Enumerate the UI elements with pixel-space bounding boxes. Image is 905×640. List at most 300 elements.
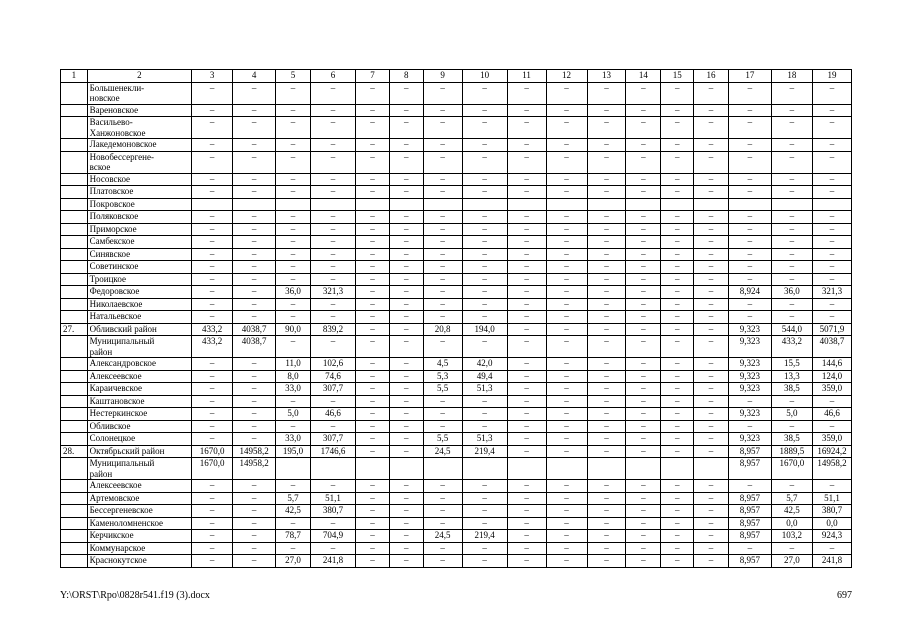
data-cell: – [389, 261, 423, 274]
data-cell: 241,8 [812, 555, 851, 568]
data-cell: – [546, 555, 587, 568]
row-number [61, 311, 88, 324]
data-cell: – [587, 261, 626, 274]
data-cell: – [233, 505, 276, 518]
data-cell: – [626, 445, 661, 458]
data-cell: – [694, 542, 729, 555]
row-number: 27. [61, 323, 88, 336]
data-cell: – [192, 358, 233, 371]
data-cell: – [389, 117, 423, 139]
data-cell: 33,0 [276, 383, 311, 396]
data-cell: – [661, 480, 694, 493]
table-row [61, 445, 852, 458]
data-cell: – [356, 420, 390, 433]
data-cell: – [771, 273, 812, 286]
data-cell: – [192, 555, 233, 568]
data-cell: – [546, 420, 587, 433]
data-cell: – [462, 480, 507, 493]
data-cell: – [661, 530, 694, 543]
data-cell: – [233, 542, 276, 555]
data-cell: – [462, 555, 507, 568]
data-cell: – [233, 104, 276, 117]
row-number [61, 186, 88, 199]
data-cell: – [694, 311, 729, 324]
column-header: 10 [462, 70, 507, 83]
data-cell: – [587, 104, 626, 117]
data-cell: – [626, 408, 661, 421]
data-cell: – [389, 395, 423, 408]
data-cell: – [546, 173, 587, 186]
row-number [61, 173, 88, 186]
data-cell: – [192, 420, 233, 433]
data-cell: 5,0 [276, 408, 311, 421]
row-label: Нестеркинское [87, 408, 192, 421]
column-header: 16 [694, 70, 729, 83]
data-cell: – [507, 383, 546, 396]
data-cell: 46,6 [310, 408, 355, 421]
row-number [61, 151, 88, 173]
data-cell: – [423, 336, 462, 358]
data-cell: – [310, 104, 355, 117]
data-cell: – [546, 236, 587, 249]
column-header: 11 [507, 70, 546, 83]
data-cell: – [546, 370, 587, 383]
data-cell: – [661, 311, 694, 324]
data-cell: – [771, 236, 812, 249]
data-cell: – [661, 173, 694, 186]
data-cell: – [587, 370, 626, 383]
data-cell: – [661, 273, 694, 286]
table-row [61, 151, 852, 173]
table-row [61, 104, 852, 117]
data-cell: – [192, 139, 233, 152]
data-cell: – [423, 555, 462, 568]
data-cell: – [192, 433, 233, 446]
data-cell: – [661, 323, 694, 336]
data-cell [310, 198, 355, 211]
data-cell: 9,323 [728, 383, 771, 396]
data-cell: – [661, 236, 694, 249]
data-cell: – [546, 445, 587, 458]
data-cell: – [626, 311, 661, 324]
data-cell [192, 198, 233, 211]
data-cell: – [192, 383, 233, 396]
data-cell: – [276, 117, 311, 139]
row-label: Каштановское [87, 395, 192, 408]
data-cell: 219,4 [462, 445, 507, 458]
data-cell: – [771, 248, 812, 261]
data-cell: – [356, 151, 390, 173]
data-cell: – [389, 542, 423, 555]
data-cell: – [462, 298, 507, 311]
data-cell: – [771, 186, 812, 199]
data-cell: – [507, 248, 546, 261]
data-cell [507, 458, 546, 480]
data-cell: – [389, 383, 423, 396]
data-cell: – [694, 492, 729, 505]
row-label: Платовское [87, 186, 192, 199]
data-cell: – [423, 186, 462, 199]
data-cell: – [356, 445, 390, 458]
data-cell: – [507, 517, 546, 530]
data-cell: – [276, 186, 311, 199]
data-cell [694, 458, 729, 480]
data-cell: – [728, 173, 771, 186]
column-header: 6 [310, 70, 355, 83]
data-cell: – [423, 236, 462, 249]
data-cell: – [728, 395, 771, 408]
row-number [61, 408, 88, 421]
row-label: Муниципальный район [87, 458, 192, 480]
data-cell: – [587, 492, 626, 505]
table-row [61, 311, 852, 324]
row-number [61, 517, 88, 530]
data-cell: – [233, 420, 276, 433]
column-header: 15 [661, 70, 694, 83]
data-cell: 49,4 [462, 370, 507, 383]
data-cell: – [694, 383, 729, 396]
row-number [61, 139, 88, 152]
column-header: 7 [356, 70, 390, 83]
data-cell: – [626, 298, 661, 311]
row-label: Лакедемоновское [87, 139, 192, 152]
data-cell: – [233, 261, 276, 274]
row-label: Большенекли- новское [87, 82, 192, 104]
data-cell [587, 458, 626, 480]
row-label: Муниципальный район [87, 336, 192, 358]
data-cell: 4038,7 [233, 336, 276, 358]
data-cell: – [626, 480, 661, 493]
data-cell: – [233, 517, 276, 530]
data-cell: – [389, 186, 423, 199]
data-cell: – [694, 117, 729, 139]
data-cell: – [694, 323, 729, 336]
data-cell: – [587, 336, 626, 358]
data-cell: – [507, 186, 546, 199]
data-cell: – [276, 298, 311, 311]
row-number [61, 370, 88, 383]
data-cell: 103,2 [771, 530, 812, 543]
data-cell: – [356, 223, 390, 236]
data-cell: 924,3 [812, 530, 851, 543]
data-cell: – [356, 433, 390, 446]
data-cell: 1670,0 [771, 458, 812, 480]
data-cell: – [812, 395, 851, 408]
data-cell: – [771, 104, 812, 117]
row-number [61, 458, 88, 480]
footer-page-number: 697 [837, 590, 852, 601]
data-cell: – [812, 223, 851, 236]
data-cell [389, 198, 423, 211]
row-label: Новобессергене- вское [87, 151, 192, 173]
data-cell: 5,7 [276, 492, 311, 505]
row-label: Солонецкое [87, 433, 192, 446]
data-cell: 144,6 [812, 358, 851, 371]
data-cell: – [310, 298, 355, 311]
data-cell: – [192, 542, 233, 555]
data-cell: – [771, 151, 812, 173]
data-cell: – [661, 82, 694, 104]
data-cell: 4038,7 [233, 323, 276, 336]
data-cell: – [423, 517, 462, 530]
data-cell: – [694, 223, 729, 236]
data-cell: 9,323 [728, 408, 771, 421]
table-row [61, 211, 852, 224]
data-cell: – [546, 408, 587, 421]
data-cell: – [310, 480, 355, 493]
data-cell: – [356, 236, 390, 249]
data-cell: – [626, 358, 661, 371]
data-cell: – [310, 139, 355, 152]
data-cell: – [310, 82, 355, 104]
data-cell: – [626, 211, 661, 224]
data-cell: – [694, 186, 729, 199]
data-cell: – [389, 358, 423, 371]
data-cell: – [694, 408, 729, 421]
data-cell: – [626, 117, 661, 139]
data-cell: – [423, 408, 462, 421]
data-cell: 124,0 [812, 370, 851, 383]
data-cell: – [310, 173, 355, 186]
data-cell: 14958,2 [233, 458, 276, 480]
data-cell [423, 458, 462, 480]
data-cell: 433,2 [192, 323, 233, 336]
data-cell: – [728, 311, 771, 324]
row-number [61, 198, 88, 211]
row-number [61, 82, 88, 104]
data-cell: – [233, 211, 276, 224]
data-cell: – [356, 261, 390, 274]
data-cell: 27,0 [771, 555, 812, 568]
data-cell: 51,3 [462, 433, 507, 446]
data-cell [771, 198, 812, 211]
data-cell: 51,3 [462, 383, 507, 396]
data-cell: – [192, 530, 233, 543]
data-cell: 13,3 [771, 370, 812, 383]
row-label: Покровское [87, 198, 192, 211]
row-label: Керчикское [87, 530, 192, 543]
data-cell: – [626, 186, 661, 199]
data-cell: – [546, 117, 587, 139]
data-cell: 14958,2 [233, 445, 276, 458]
data-cell: – [233, 370, 276, 383]
data-cell: 14958,2 [812, 458, 851, 480]
data-cell [728, 198, 771, 211]
data-cell: – [462, 517, 507, 530]
data-cell: – [423, 151, 462, 173]
data-cell: – [423, 420, 462, 433]
data-cell: – [233, 236, 276, 249]
column-header: 14 [626, 70, 661, 83]
data-cell: 38,5 [771, 383, 812, 396]
data-cell: 8,957 [728, 445, 771, 458]
data-cell: – [812, 236, 851, 249]
data-cell: – [389, 223, 423, 236]
data-cell: – [356, 323, 390, 336]
table-row [61, 139, 852, 152]
table-row [61, 248, 852, 261]
data-cell: – [462, 248, 507, 261]
data-cell: – [587, 555, 626, 568]
data-cell: – [694, 151, 729, 173]
row-number [61, 273, 88, 286]
data-cell: – [728, 273, 771, 286]
data-cell: 5,5 [423, 383, 462, 396]
table-row [61, 358, 852, 371]
data-cell: – [192, 408, 233, 421]
data-cell: – [546, 82, 587, 104]
data-cell: – [771, 298, 812, 311]
data-cell: 27,0 [276, 555, 311, 568]
row-label: Октябрьский район [87, 445, 192, 458]
row-number [61, 236, 88, 249]
data-cell: – [626, 433, 661, 446]
data-cell: 219,4 [462, 530, 507, 543]
data-cell: – [728, 211, 771, 224]
row-label: Поляковское [87, 211, 192, 224]
data-cell: – [661, 433, 694, 446]
table-row [61, 530, 852, 543]
data-cell: – [462, 236, 507, 249]
data-cell: – [661, 298, 694, 311]
data-cell: – [310, 186, 355, 199]
data-cell [233, 198, 276, 211]
data-cell: – [694, 336, 729, 358]
data-cell: – [423, 104, 462, 117]
data-cell: – [546, 298, 587, 311]
data-cell: 9,323 [728, 323, 771, 336]
data-cell: – [389, 151, 423, 173]
data-cell: – [507, 82, 546, 104]
data-cell: – [771, 211, 812, 224]
data-cell [423, 198, 462, 211]
data-cell: – [728, 480, 771, 493]
data-cell: – [233, 286, 276, 299]
data-cell: – [812, 211, 851, 224]
data-cell: – [389, 492, 423, 505]
data-cell: – [661, 492, 694, 505]
row-label: Васильево- Ханжоновское [87, 117, 192, 139]
data-cell: – [546, 530, 587, 543]
data-cell: – [812, 298, 851, 311]
row-label: Краснокутское [87, 555, 192, 568]
data-cell: – [626, 139, 661, 152]
table-row [61, 117, 852, 139]
data-cell: – [462, 542, 507, 555]
footer-file-path: Y:\ORST\Rpo\0828r541.f19 (3).docx [60, 590, 210, 601]
data-cell: – [546, 480, 587, 493]
data-cell: – [356, 358, 390, 371]
data-cell: – [546, 433, 587, 446]
data-cell: – [661, 286, 694, 299]
data-cell: – [661, 139, 694, 152]
data-cell: – [356, 370, 390, 383]
data-cell: – [389, 248, 423, 261]
data-cell [276, 198, 311, 211]
data-cell: – [661, 261, 694, 274]
column-header: 1 [61, 70, 88, 83]
data-cell: – [812, 248, 851, 261]
data-cell: – [694, 505, 729, 518]
row-label: Советинское [87, 261, 192, 274]
data-cell: – [423, 286, 462, 299]
data-cell: – [587, 211, 626, 224]
data-cell: – [812, 420, 851, 433]
data-cell: – [356, 505, 390, 518]
data-cell: – [389, 480, 423, 493]
row-number [61, 211, 88, 224]
row-number [61, 383, 88, 396]
data-cell: – [507, 433, 546, 446]
data-cell: 9,323 [728, 336, 771, 358]
data-cell: – [507, 311, 546, 324]
column-header: 9 [423, 70, 462, 83]
row-number [61, 358, 88, 371]
data-cell: – [694, 480, 729, 493]
data-cell: 8,924 [728, 286, 771, 299]
data-cell: – [587, 323, 626, 336]
data-cell: – [626, 492, 661, 505]
table-row [61, 555, 852, 568]
data-cell: – [546, 505, 587, 518]
data-cell: – [462, 186, 507, 199]
data-cell: – [587, 445, 626, 458]
row-label: Синявское [87, 248, 192, 261]
data-cell: – [423, 139, 462, 152]
table-row [61, 458, 852, 480]
data-cell: – [310, 311, 355, 324]
data-cell: – [587, 530, 626, 543]
table-row [61, 298, 852, 311]
data-cell: – [546, 211, 587, 224]
data-cell: – [661, 517, 694, 530]
column-header: 2 [87, 70, 192, 83]
data-cell: – [276, 420, 311, 433]
data-cell: 4,5 [423, 358, 462, 371]
table-row [61, 408, 852, 421]
row-label: Александровское [87, 358, 192, 371]
data-cell: – [356, 139, 390, 152]
data-cell: – [192, 248, 233, 261]
data-cell: – [626, 555, 661, 568]
data-cell: – [389, 311, 423, 324]
data-cell: – [356, 286, 390, 299]
table-row [61, 286, 852, 299]
data-cell: – [694, 555, 729, 568]
data-cell: – [310, 236, 355, 249]
row-number [61, 530, 88, 543]
data-cell: 5,0 [771, 408, 812, 421]
table-header-row [61, 70, 852, 83]
row-label: Троицкое [87, 273, 192, 286]
data-cell [507, 198, 546, 211]
data-cell: 1889,5 [771, 445, 812, 458]
data-cell: – [694, 173, 729, 186]
data-cell: 9,323 [728, 370, 771, 383]
data-cell: – [310, 223, 355, 236]
data-cell: – [462, 261, 507, 274]
data-cell: – [728, 117, 771, 139]
column-header: 8 [389, 70, 423, 83]
data-cell: – [507, 492, 546, 505]
data-cell: – [276, 480, 311, 493]
data-cell: – [423, 248, 462, 261]
data-cell: – [812, 117, 851, 139]
data-cell: – [389, 420, 423, 433]
data-cell: – [812, 311, 851, 324]
data-cell: 46,6 [812, 408, 851, 421]
data-cell: – [587, 236, 626, 249]
